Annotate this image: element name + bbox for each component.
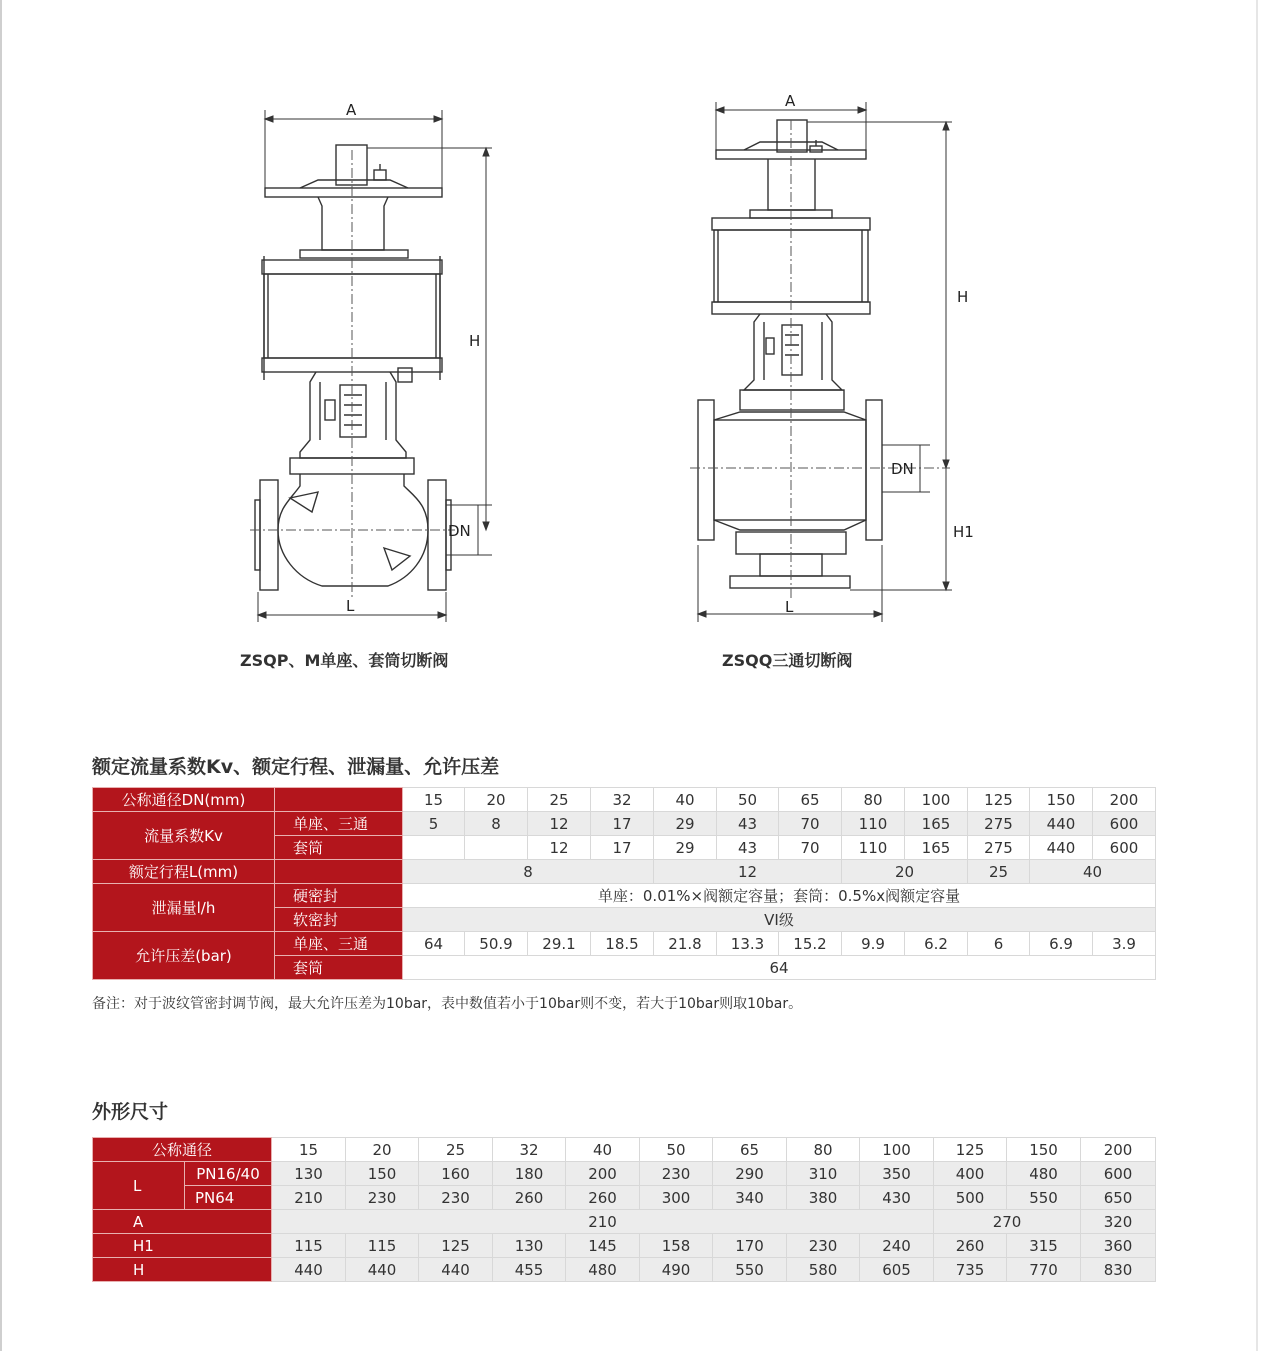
zsqq-dim-l-label: L xyxy=(785,598,794,616)
kv-cell: 70 xyxy=(779,836,842,860)
l-cell: 380 xyxy=(787,1186,860,1210)
dn-cell: 32 xyxy=(591,788,654,812)
zsqp-valve-drawing xyxy=(255,145,451,590)
dp-sleeve-header: 套筒 xyxy=(275,956,403,980)
l-cell: 230 xyxy=(640,1162,713,1186)
stroke-header: 额定行程L(mm) xyxy=(93,860,275,884)
kv-cell: 440 xyxy=(1030,836,1093,860)
zsqq-dim-h1-label: H1 xyxy=(953,523,974,541)
h-cell: 735 xyxy=(934,1258,1007,1282)
zsqp-dim-a-label: A xyxy=(346,101,357,119)
leak-header: 泄漏量l/h xyxy=(93,884,275,932)
table-row xyxy=(93,812,1156,836)
h-cell: 440 xyxy=(419,1258,493,1282)
h-header: H xyxy=(93,1258,272,1282)
table2-title: 外形尺寸 xyxy=(92,1101,169,1123)
kv-cell: 43 xyxy=(717,836,779,860)
h-cell: 770 xyxy=(1007,1258,1081,1282)
l-cell: 290 xyxy=(713,1162,787,1186)
dn-cell: 80 xyxy=(787,1138,860,1162)
table-row xyxy=(93,1210,1156,1234)
l-cell: 310 xyxy=(787,1162,860,1186)
dp-cell: 50.9 xyxy=(465,932,528,956)
dn-cell: 150 xyxy=(1007,1138,1081,1162)
l-cell: 130 xyxy=(272,1162,346,1186)
leak-hard-cell: 单座：0.01%×阀额定容量；套筒：0.5%x阀额定容量 xyxy=(403,884,1156,908)
h-cell: 440 xyxy=(346,1258,419,1282)
l-cell: 400 xyxy=(934,1162,1007,1186)
dn-cell: 50 xyxy=(717,788,779,812)
h-cell: 580 xyxy=(787,1258,860,1282)
stroke-cell: 40 xyxy=(1030,860,1156,884)
stroke-cell: 20 xyxy=(842,860,968,884)
a-cell: 320 xyxy=(1081,1210,1156,1234)
dn-header: 公称通径 xyxy=(93,1138,272,1162)
h1-cell: 158 xyxy=(640,1234,713,1258)
pn64-header: PN64 xyxy=(185,1186,272,1210)
h-cell: 455 xyxy=(493,1258,566,1282)
dp-cell: 6.2 xyxy=(905,932,968,956)
kv-cell: 12 xyxy=(528,812,591,836)
l-cell: 180 xyxy=(493,1162,566,1186)
table-row xyxy=(93,1234,1156,1258)
stroke-cell: 8 xyxy=(403,860,654,884)
l-cell: 260 xyxy=(566,1186,640,1210)
dp-cell: 29.1 xyxy=(528,932,591,956)
pn1640-header: PN16/40 xyxy=(185,1162,272,1186)
l-header: L xyxy=(93,1162,185,1210)
zsqp-dim-h-label: H xyxy=(469,332,481,350)
leak-soft-cell: VI级 xyxy=(403,908,1156,932)
table1-note: 备注：对于波纹管密封调节阀，最大允许压差为10bar，表中数值若小于10bar则不变，若大于10bar则取10bar。 xyxy=(92,996,803,1012)
h-cell: 440 xyxy=(272,1258,346,1282)
h1-cell: 115 xyxy=(272,1234,346,1258)
dn-cell: 125 xyxy=(934,1138,1007,1162)
kv-cell: 29 xyxy=(654,812,717,836)
zsqp-dim-l-label: L xyxy=(346,597,355,615)
table-row xyxy=(93,884,1156,908)
dp-cell: 3.9 xyxy=(1093,932,1156,956)
kv-cell: 600 xyxy=(1093,836,1156,860)
l-cell: 300 xyxy=(640,1186,713,1210)
h1-cell: 260 xyxy=(934,1234,1007,1258)
kv-cell: 29 xyxy=(654,836,717,860)
kv-cell: 165 xyxy=(905,836,968,860)
h1-cell: 130 xyxy=(493,1234,566,1258)
h1-cell: 315 xyxy=(1007,1234,1081,1258)
kv-cell: 110 xyxy=(842,836,905,860)
dn-cell: 20 xyxy=(465,788,528,812)
stroke-cell: 12 xyxy=(654,860,842,884)
dp-cell: 64 xyxy=(403,932,465,956)
dp-cell: 13.3 xyxy=(717,932,779,956)
dn-cell: 100 xyxy=(905,788,968,812)
zsqp-dim-dn-label: DN xyxy=(448,522,471,540)
h-cell: 605 xyxy=(860,1258,934,1282)
dimensions-table xyxy=(92,1137,1156,1282)
h-cell: 830 xyxy=(1081,1258,1156,1282)
dn-cell: 65 xyxy=(713,1138,787,1162)
dn-cell: 50 xyxy=(640,1138,713,1162)
l-cell: 230 xyxy=(419,1186,493,1210)
kv-single-header: 单座、三通 xyxy=(275,812,403,836)
dn-cell: 25 xyxy=(528,788,591,812)
kv-cell xyxy=(403,836,465,860)
kv-cell: 275 xyxy=(968,812,1030,836)
zsqq-valve-drawing xyxy=(698,120,882,588)
kv-cell: 43 xyxy=(717,812,779,836)
dn-cell: 200 xyxy=(1093,788,1156,812)
kv-cell xyxy=(465,836,528,860)
kv-cell: 110 xyxy=(842,812,905,836)
zsqp-caption: ZSQP、M单座、套筒切断阀 xyxy=(240,651,449,670)
dn-cell: 40 xyxy=(654,788,717,812)
dn-cell: 32 xyxy=(493,1138,566,1162)
h1-cell: 360 xyxy=(1081,1234,1156,1258)
dn-cell: 40 xyxy=(566,1138,640,1162)
h1-cell: 145 xyxy=(566,1234,640,1258)
dn-header-blank xyxy=(275,788,403,812)
table-row xyxy=(93,1186,1156,1210)
h1-cell: 125 xyxy=(419,1234,493,1258)
dn-cell: 80 xyxy=(842,788,905,812)
h1-cell: 115 xyxy=(346,1234,419,1258)
dn-cell: 15 xyxy=(403,788,465,812)
kv-cell: 440 xyxy=(1030,812,1093,836)
l-cell: 210 xyxy=(272,1186,346,1210)
stroke-header-blank xyxy=(275,860,403,884)
dp-single-header: 单座、三通 xyxy=(275,932,403,956)
l-cell: 260 xyxy=(493,1186,566,1210)
kv-cell: 8 xyxy=(465,812,528,836)
dn-cell: 20 xyxy=(346,1138,419,1162)
l-cell: 480 xyxy=(1007,1162,1081,1186)
h-cell: 480 xyxy=(566,1258,640,1282)
l-cell: 150 xyxy=(346,1162,419,1186)
l-cell: 500 xyxy=(934,1186,1007,1210)
dn-cell: 15 xyxy=(272,1138,346,1162)
table-row xyxy=(93,860,1156,884)
zsqq-dim-a-label: A xyxy=(785,92,796,110)
kv-header: 流量系数Kv xyxy=(93,812,275,860)
dp-cell: 6.9 xyxy=(1030,932,1093,956)
table1-title: 额定流量系数Kv、额定行程、泄漏量、允许压差 xyxy=(92,756,500,778)
a-header: A xyxy=(93,1210,272,1234)
flow-coefficient-table xyxy=(92,787,1156,980)
l-cell: 160 xyxy=(419,1162,493,1186)
l-cell: 200 xyxy=(566,1162,640,1186)
table-row xyxy=(93,1162,1156,1186)
a-cell: 210 xyxy=(272,1210,934,1234)
l-cell: 340 xyxy=(713,1186,787,1210)
l-cell: 430 xyxy=(860,1186,934,1210)
dp-cell: 15.2 xyxy=(779,932,842,956)
dn-header: 公称通径DN(mm) xyxy=(93,788,275,812)
kv-cell: 165 xyxy=(905,812,968,836)
dp-header: 允许压差(bar) xyxy=(93,932,275,980)
zsqq-dim-dn-label: DN xyxy=(891,460,914,478)
h-cell: 550 xyxy=(713,1258,787,1282)
table-row xyxy=(93,1138,1156,1162)
dn-cell: 200 xyxy=(1081,1138,1156,1162)
zsqq-caption: ZSQQ三通切断阀 xyxy=(722,651,853,670)
table-row xyxy=(93,1258,1156,1282)
dp-cell: 18.5 xyxy=(591,932,654,956)
dn-cell: 100 xyxy=(860,1138,934,1162)
dn-cell: 125 xyxy=(968,788,1030,812)
h1-header: H1 xyxy=(93,1234,272,1258)
a-cell: 270 xyxy=(934,1210,1081,1234)
dp-sleeve-cell: 64 xyxy=(403,956,1156,980)
l-cell: 550 xyxy=(1007,1186,1081,1210)
dn-cell: 150 xyxy=(1030,788,1093,812)
stroke-cell: 25 xyxy=(968,860,1030,884)
dp-cell: 6 xyxy=(968,932,1030,956)
h1-cell: 230 xyxy=(787,1234,860,1258)
dn-cell: 65 xyxy=(779,788,842,812)
leak-soft-header: 软密封 xyxy=(275,908,403,932)
kv-cell: 275 xyxy=(968,836,1030,860)
dp-cell: 21.8 xyxy=(654,932,717,956)
h1-cell: 240 xyxy=(860,1234,934,1258)
kv-cell: 5 xyxy=(403,812,465,836)
kv-cell: 600 xyxy=(1093,812,1156,836)
table-row xyxy=(93,932,1156,956)
kv-cell: 17 xyxy=(591,812,654,836)
table-row xyxy=(93,788,1156,812)
l-cell: 600 xyxy=(1081,1162,1156,1186)
kv-sleeve-header: 套筒 xyxy=(275,836,403,860)
kv-cell: 70 xyxy=(779,812,842,836)
kv-cell: 12 xyxy=(528,836,591,860)
dp-cell: 9.9 xyxy=(842,932,905,956)
dn-cell: 25 xyxy=(419,1138,493,1162)
leak-hard-header: 硬密封 xyxy=(275,884,403,908)
h-cell: 490 xyxy=(640,1258,713,1282)
zsqq-dim-h-label: H xyxy=(957,288,969,306)
l-cell: 230 xyxy=(346,1186,419,1210)
kv-cell: 17 xyxy=(591,836,654,860)
h1-cell: 170 xyxy=(713,1234,787,1258)
l-cell: 350 xyxy=(860,1162,934,1186)
l-cell: 650 xyxy=(1081,1186,1156,1210)
